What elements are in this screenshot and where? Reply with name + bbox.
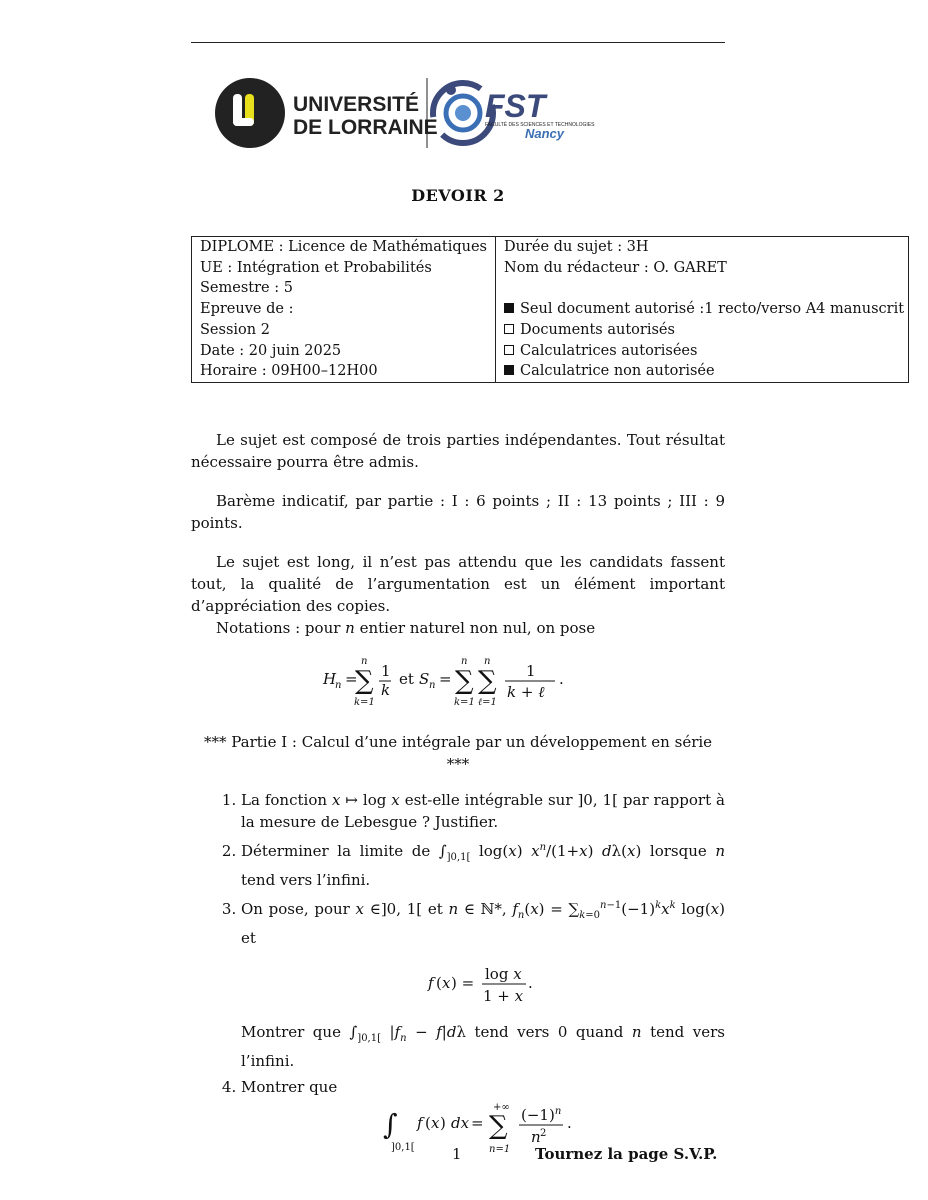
svg-text:(−1)n: $(-1)^n$ [521, 1106, 562, 1124]
svg-text:∑: ∑ [355, 666, 374, 696]
exam-info-table [191, 236, 909, 383]
universite-de-lorraine-logo [215, 78, 438, 148]
page-number: 1 [452, 1145, 462, 1163]
svg-text:x: x [431, 1114, 440, 1132]
svg-text:.: . [567, 1114, 572, 1132]
fst-nancy-logo [433, 83, 595, 143]
svg-text:n: n [461, 656, 468, 667]
svg-text:∫: ∫ [383, 1108, 398, 1141]
svg-text:) =: ) = [451, 974, 475, 992]
svg-text:FACULTÉ DES SCIENCES ET TECHNO: FACULTÉ DES SCIENCES ET TECHNOLOGIES [485, 122, 595, 128]
question-4: 4. Montrer que ∫ ]0,1[ f ( x ) dx = +∞ ∑ n=1 $(-1)^n$ n 2 . [241, 1076, 725, 1162]
length-paragraph: Le sujet est long, il n’est pas attendu que les candidats fassent tout, la qualité de l’argumentation est un élément important d’appréciation des copies. [191, 553, 725, 615]
svg-text:.: . [528, 974, 533, 992]
svg-text:n: n [531, 1128, 541, 1146]
exam-body [191, 429, 725, 1170]
svg-text:+∞: +∞ [493, 1102, 510, 1113]
info-duration: Durée du sujet : 3H [504, 239, 649, 255]
svg-text:2: 2 [540, 1128, 547, 1139]
svg-text:DE LORRAINE: DE LORRAINE [293, 116, 438, 139]
svg-text:): ) [440, 1114, 446, 1132]
info-date: Date : 20 juin 2025 [200, 342, 342, 359]
svg-text:n: n [429, 680, 436, 691]
svg-text:log x: log x [485, 965, 522, 983]
svg-text:f: f [417, 1114, 423, 1132]
unchecked-box-icon [504, 324, 514, 334]
option-single-document: Seul document autorisé :1 recto/verso A4 manuscrit [504, 299, 904, 320]
svg-text:1: 1 [381, 662, 391, 680]
svg-text:.: . [559, 670, 564, 688]
document-title: DEVOIR 2 [411, 186, 505, 205]
notations-paragraph: Notations : pour n entier naturel non nul, on pose [216, 619, 596, 637]
svg-text:k=1: k=1 [454, 697, 475, 708]
svg-text:1: 1 [526, 662, 536, 680]
university-logos [215, 74, 595, 152]
option-calculators: Calculatrices autorisées [504, 341, 904, 362]
info-author: Nom du rédacteur : O. GARET [504, 259, 727, 276]
top-rule [191, 42, 725, 43]
question-1: 1. La fonction x ↦ log x est-elle intégrable sur ]0, 1[ par rapport à la mesure de Lebesgue ? Justifier. [241, 789, 725, 833]
option-documents: Documents autorisés [504, 320, 904, 341]
exam-info-right [496, 237, 912, 382]
harmonic-formula [191, 651, 725, 719]
svg-text:(: ( [425, 1114, 431, 1132]
checked-box-icon [504, 303, 514, 313]
question-2: 2. Déterminer la limite de $\int_{]0,1[}$ log(x) $x^n/(1+x)$ dλ(x) lorsque n tend vers l’infini. [241, 837, 725, 891]
f-definition-formula [241, 961, 725, 1013]
info-semester: Semestre : 5 [200, 280, 293, 297]
svg-text:f: f [428, 974, 434, 992]
svg-text:n: n [484, 656, 491, 667]
grading-paragraph: Barème indicatif, par partie : I : 6 points ; II : 13 points ; III : 9 points. [191, 492, 725, 532]
svg-text:∑: ∑ [455, 666, 474, 696]
question-3-show: Montrer que $\int_{]0,1[}$ $|f_n - f|d\lambda$ tend vers 0 quand n tend vers l’infini. [241, 1023, 725, 1070]
svg-text:(: ( [436, 974, 442, 992]
unchecked-box-icon [504, 345, 514, 355]
info-diploma: DIPLOME : Licence de Mathématiques [200, 239, 487, 255]
svg-text:=: = [439, 670, 452, 688]
svg-text:k=1: k=1 [354, 697, 375, 708]
svg-text:n=1: n=1 [489, 1144, 511, 1155]
svg-text:Nancy: Nancy [525, 126, 565, 141]
svg-text:n: n [335, 680, 342, 691]
svg-text:UNIVERSITÉ: UNIVERSITÉ [293, 93, 420, 116]
svg-text:∑: ∑ [489, 1111, 508, 1141]
exam-info-left [192, 237, 496, 382]
info-session: Session 2 [200, 321, 270, 338]
svg-text:dx: dx [451, 1114, 470, 1132]
checked-box-icon [504, 365, 514, 375]
svg-text:]0,1[: ]0,1[ [391, 1142, 415, 1153]
svg-text:et: et [399, 670, 414, 688]
svg-text:=: = [345, 670, 358, 688]
intro-paragraph: Le sujet est composé de trois parties indépendantes. Tout résultat nécessaire pourra être admis. [191, 431, 725, 471]
svg-text:n: n [361, 656, 368, 667]
svg-text:x: x [442, 974, 451, 992]
svg-text:1 + x: 1 + x [483, 987, 524, 1005]
svg-text:k + ℓ: k + ℓ [507, 683, 545, 701]
svg-text:ℓ=1: ℓ=1 [478, 697, 497, 708]
svg-text:S: S [419, 670, 430, 688]
turn-page-note: Tournez la page S.V.P. [535, 1145, 718, 1163]
question-3: 3. On pose, pour x ∈]0, 1[ et n ∈ ℕ*, $f_n(x) = \sum_{k=0}^{n-1}(-1)^kx^k$ log(x) et f ( x ) = log x 1 + x . Montrer que $\int_{]0,1[}$ $|f_n - f|d\lambda$ tend vers 0 quand n tend vers l’infini. [241, 895, 725, 1072]
info-ue: UE : Intégration et Probabilités [200, 259, 432, 276]
svg-text:k: k [381, 681, 391, 699]
svg-text:∑: ∑ [478, 666, 497, 696]
section-heading-part1: *** Partie I : Calcul d’une intégrale par un développement en série *** [203, 733, 713, 773]
svg-text:=: = [471, 1114, 484, 1132]
svg-text:FST: FST [485, 88, 546, 124]
option-no-calculator: Calculatrice non autorisée [504, 361, 904, 382]
info-schedule: Horaire : 09H00–12H00 [200, 363, 378, 380]
question-list [191, 789, 725, 1162]
svg-text:H: H [323, 670, 337, 688]
info-epreuve: Epreuve de : [200, 301, 294, 318]
